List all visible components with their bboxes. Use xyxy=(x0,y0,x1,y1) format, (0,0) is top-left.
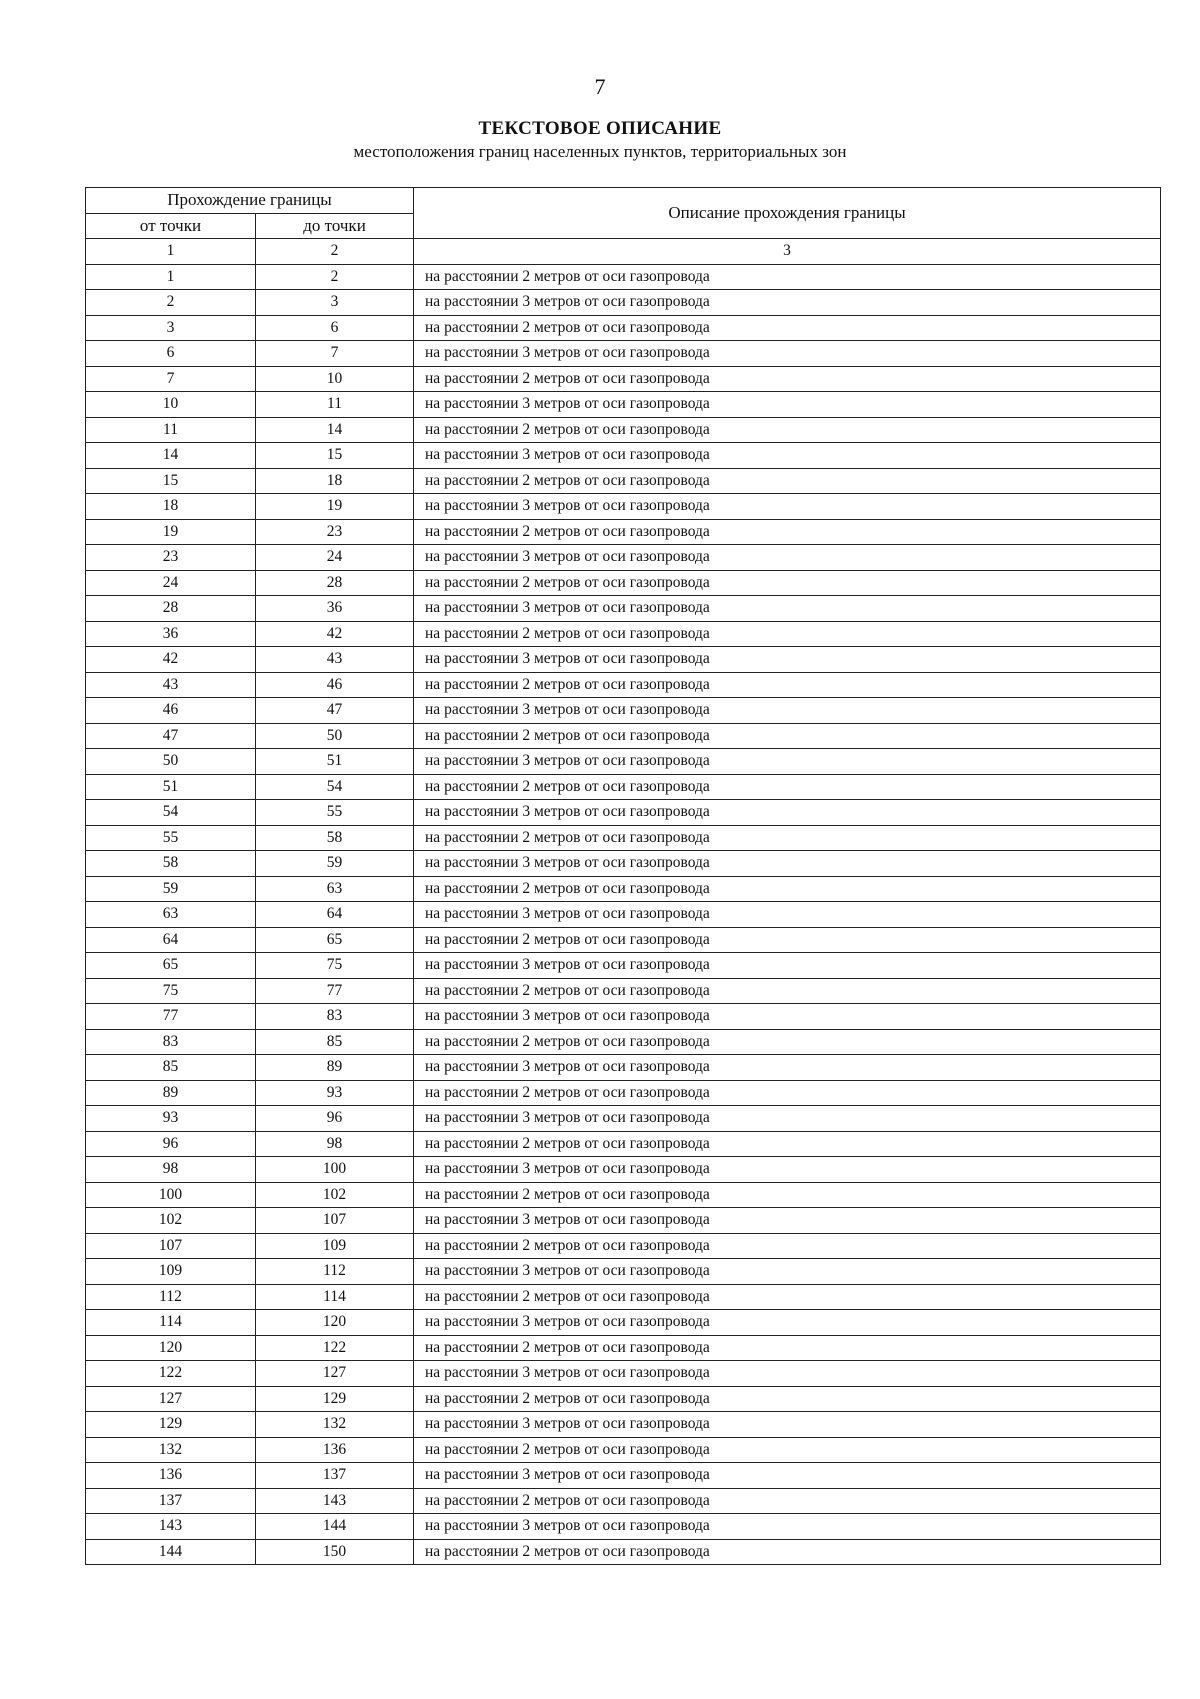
table-row xyxy=(86,596,1161,622)
from-point-cell: 47 xyxy=(86,723,256,749)
from-point-cell: 55 xyxy=(86,825,256,851)
description-cell: на расстоянии 2 метров от оси газопровода xyxy=(414,417,1161,443)
to-point-cell: 59 xyxy=(256,851,414,877)
from-point-cell: 63 xyxy=(86,902,256,928)
to-point-cell: 2 xyxy=(256,264,414,290)
to-point-cell: 143 xyxy=(256,1488,414,1514)
document-title: ТЕКСТОВОЕ ОПИСАНИЕ xyxy=(478,118,722,139)
table-row xyxy=(86,315,1161,341)
table-row xyxy=(86,468,1161,494)
table-row xyxy=(86,953,1161,979)
column-number: 1 xyxy=(86,239,256,265)
description-cell: на расстоянии 3 метров от оси газопровода xyxy=(414,1361,1161,1387)
from-point-cell: 6 xyxy=(86,341,256,367)
from-point-cell: 132 xyxy=(86,1437,256,1463)
to-point-cell: 51 xyxy=(256,749,414,775)
from-point-cell: 136 xyxy=(86,1463,256,1489)
to-point-cell: 132 xyxy=(256,1412,414,1438)
description-cell: на расстоянии 3 метров от оси газопровода xyxy=(414,749,1161,775)
to-point-cell: 96 xyxy=(256,1106,414,1132)
to-point-cell: 136 xyxy=(256,1437,414,1463)
header-description: Описание прохождения границы xyxy=(414,188,1161,239)
table-row xyxy=(86,1055,1161,1081)
to-point-cell: 100 xyxy=(256,1157,414,1183)
to-point-cell: 10 xyxy=(256,366,414,392)
from-point-cell: 58 xyxy=(86,851,256,877)
table-row xyxy=(86,545,1161,571)
from-point-cell: 43 xyxy=(86,672,256,698)
to-point-cell: 102 xyxy=(256,1182,414,1208)
from-point-cell: 2 xyxy=(86,290,256,316)
document-subtitle: местоположения границ населенных пунктов, территориальных зон xyxy=(353,142,847,161)
from-point-cell: 98 xyxy=(86,1157,256,1183)
description-cell: на расстоянии 2 метров от оси газопровода xyxy=(414,774,1161,800)
from-point-cell: 7 xyxy=(86,366,256,392)
from-point-cell: 129 xyxy=(86,1412,256,1438)
description-cell: на расстоянии 2 метров от оси газопровода xyxy=(414,876,1161,902)
description-cell: на расстоянии 2 метров от оси газопровода xyxy=(414,1539,1161,1565)
description-cell: на расстоянии 2 метров от оси газопровода xyxy=(414,1284,1161,1310)
table-row xyxy=(86,264,1161,290)
description-cell: на расстоянии 3 метров от оси газопровода xyxy=(414,1310,1161,1336)
to-point-cell: 112 xyxy=(256,1259,414,1285)
from-point-cell: 122 xyxy=(86,1361,256,1387)
from-point-cell: 100 xyxy=(86,1182,256,1208)
table-row xyxy=(86,698,1161,724)
page-number: 7 xyxy=(594,74,606,99)
to-point-cell: 109 xyxy=(256,1233,414,1259)
from-point-cell: 107 xyxy=(86,1233,256,1259)
table-row xyxy=(86,366,1161,392)
description-cell: на расстоянии 2 метров от оси газопровода xyxy=(414,1029,1161,1055)
from-point-cell: 59 xyxy=(86,876,256,902)
table-row xyxy=(86,825,1161,851)
header-from-point: от точки xyxy=(86,213,256,239)
from-point-cell: 114 xyxy=(86,1310,256,1336)
table-row xyxy=(86,1284,1161,1310)
description-cell: на расстоянии 2 метров от оси газопровода xyxy=(414,1080,1161,1106)
from-point-cell: 137 xyxy=(86,1488,256,1514)
from-point-cell: 24 xyxy=(86,570,256,596)
from-point-cell: 109 xyxy=(86,1259,256,1285)
table-body xyxy=(86,264,1161,1565)
description-cell: на расстоянии 3 метров от оси газопровода xyxy=(414,800,1161,826)
to-point-cell: 28 xyxy=(256,570,414,596)
column-number: 3 xyxy=(414,239,1161,265)
table-row xyxy=(86,443,1161,469)
from-point-cell: 23 xyxy=(86,545,256,571)
to-point-cell: 50 xyxy=(256,723,414,749)
description-cell: на расстоянии 3 метров от оси газопровода xyxy=(414,1004,1161,1030)
description-cell: на расстоянии 2 метров от оси газопровода xyxy=(414,1386,1161,1412)
to-point-cell: 75 xyxy=(256,953,414,979)
from-point-cell: 15 xyxy=(86,468,256,494)
table-row xyxy=(86,417,1161,443)
from-point-cell: 93 xyxy=(86,1106,256,1132)
table-row xyxy=(86,723,1161,749)
from-point-cell: 42 xyxy=(86,647,256,673)
to-point-cell: 63 xyxy=(256,876,414,902)
to-point-cell: 150 xyxy=(256,1539,414,1565)
description-cell: на расстоянии 3 метров от оси газопровода xyxy=(414,851,1161,877)
description-cell: на расстоянии 3 метров от оси газопровода xyxy=(414,392,1161,418)
to-point-cell: 58 xyxy=(256,825,414,851)
description-cell: на расстоянии 3 метров от оси газопровода xyxy=(414,341,1161,367)
description-cell: на расстоянии 3 метров от оси газопровода xyxy=(414,1463,1161,1489)
description-cell: на расстоянии 2 метров от оси газопровода xyxy=(414,672,1161,698)
to-point-cell: 144 xyxy=(256,1514,414,1540)
from-point-cell: 83 xyxy=(86,1029,256,1055)
table-row xyxy=(86,1208,1161,1234)
description-cell: на расстоянии 2 метров от оси газопровода xyxy=(414,519,1161,545)
table-row xyxy=(86,902,1161,928)
table-row xyxy=(86,1463,1161,1489)
description-cell: на расстоянии 2 метров от оси газопровода xyxy=(414,366,1161,392)
description-cell: на расстоянии 3 метров от оси газопровода xyxy=(414,1259,1161,1285)
description-cell: на расстоянии 3 метров от оси газопровода xyxy=(414,290,1161,316)
table-row xyxy=(86,1157,1161,1183)
from-point-cell: 28 xyxy=(86,596,256,622)
table-row xyxy=(86,1080,1161,1106)
from-point-cell: 102 xyxy=(86,1208,256,1234)
table-row xyxy=(86,1004,1161,1030)
from-point-cell: 1 xyxy=(86,264,256,290)
description-cell: на расстоянии 3 метров от оси газопровода xyxy=(414,545,1161,571)
description-cell: на расстоянии 2 метров от оси газопровода xyxy=(414,927,1161,953)
table-row xyxy=(86,1029,1161,1055)
table-row xyxy=(86,1335,1161,1361)
to-point-cell: 6 xyxy=(256,315,414,341)
table-row xyxy=(86,1437,1161,1463)
description-cell: на расстоянии 3 метров от оси газопровода xyxy=(414,1514,1161,1540)
table-row xyxy=(86,621,1161,647)
description-cell: на расстоянии 2 метров от оси газопровода xyxy=(414,621,1161,647)
to-point-cell: 18 xyxy=(256,468,414,494)
to-point-cell: 23 xyxy=(256,519,414,545)
from-point-cell: 19 xyxy=(86,519,256,545)
description-cell: на расстоянии 3 метров от оси газопровода xyxy=(414,443,1161,469)
from-point-cell: 127 xyxy=(86,1386,256,1412)
from-point-cell: 51 xyxy=(86,774,256,800)
to-point-cell: 83 xyxy=(256,1004,414,1030)
from-point-cell: 144 xyxy=(86,1539,256,1565)
from-point-cell: 85 xyxy=(86,1055,256,1081)
from-point-cell: 143 xyxy=(86,1514,256,1540)
from-point-cell: 46 xyxy=(86,698,256,724)
table-row xyxy=(86,1310,1161,1336)
description-cell: на расстоянии 2 метров от оси газопровода xyxy=(414,825,1161,851)
table-row xyxy=(86,341,1161,367)
to-point-cell: 47 xyxy=(256,698,414,724)
to-point-cell: 120 xyxy=(256,1310,414,1336)
boundary-description-table xyxy=(85,187,1161,1565)
description-cell: на расстоянии 3 метров от оси газопровода xyxy=(414,1157,1161,1183)
from-point-cell: 89 xyxy=(86,1080,256,1106)
table-row xyxy=(86,1361,1161,1387)
column-number: 2 xyxy=(256,239,414,265)
description-cell: на расстоянии 2 метров от оси газопровода xyxy=(414,1182,1161,1208)
table-row xyxy=(86,290,1161,316)
table-row xyxy=(86,1539,1161,1565)
to-point-cell: 93 xyxy=(256,1080,414,1106)
from-point-cell: 96 xyxy=(86,1131,256,1157)
table-row xyxy=(86,1233,1161,1259)
description-cell: на расстоянии 3 метров от оси газопровода xyxy=(414,1412,1161,1438)
header-boundary-passage: Прохождение границы xyxy=(86,188,414,214)
to-point-cell: 3 xyxy=(256,290,414,316)
from-point-cell: 11 xyxy=(86,417,256,443)
to-point-cell: 15 xyxy=(256,443,414,469)
to-point-cell: 64 xyxy=(256,902,414,928)
table-row xyxy=(86,570,1161,596)
table-row xyxy=(86,1514,1161,1540)
description-cell: на расстоянии 2 метров от оси газопровода xyxy=(414,1335,1161,1361)
from-point-cell: 54 xyxy=(86,800,256,826)
description-cell: на расстоянии 3 метров от оси газопровода xyxy=(414,902,1161,928)
to-point-cell: 89 xyxy=(256,1055,414,1081)
from-point-cell: 112 xyxy=(86,1284,256,1310)
description-cell: на расстоянии 3 метров от оси газопровода xyxy=(414,494,1161,520)
table-row xyxy=(86,800,1161,826)
table-row xyxy=(86,1259,1161,1285)
to-point-cell: 36 xyxy=(256,596,414,622)
table-row xyxy=(86,1412,1161,1438)
to-point-cell: 98 xyxy=(256,1131,414,1157)
table-row xyxy=(86,672,1161,698)
to-point-cell: 19 xyxy=(256,494,414,520)
table-row xyxy=(86,1182,1161,1208)
from-point-cell: 64 xyxy=(86,927,256,953)
to-point-cell: 24 xyxy=(256,545,414,571)
to-point-cell: 122 xyxy=(256,1335,414,1361)
description-cell: на расстоянии 3 метров от оси газопровода xyxy=(414,647,1161,673)
from-point-cell: 18 xyxy=(86,494,256,520)
table-row xyxy=(86,876,1161,902)
description-cell: на расстоянии 2 метров от оси газопровода xyxy=(414,1131,1161,1157)
description-cell: на расстоянии 2 метров от оси газопровода xyxy=(414,723,1161,749)
to-point-cell: 11 xyxy=(256,392,414,418)
table-row xyxy=(86,927,1161,953)
table-row xyxy=(86,851,1161,877)
to-point-cell: 85 xyxy=(256,1029,414,1055)
description-cell: на расстоянии 3 метров от оси газопровода xyxy=(414,953,1161,979)
from-point-cell: 120 xyxy=(86,1335,256,1361)
to-point-cell: 43 xyxy=(256,647,414,673)
description-cell: на расстоянии 3 метров от оси газопровода xyxy=(414,1106,1161,1132)
to-point-cell: 55 xyxy=(256,800,414,826)
description-cell: на расстоянии 2 метров от оси газопровода xyxy=(414,1233,1161,1259)
column-number-row xyxy=(86,239,1161,265)
header-to-point: до точки xyxy=(256,213,414,239)
description-cell: на расстоянии 2 метров от оси газопровода xyxy=(414,468,1161,494)
to-point-cell: 107 xyxy=(256,1208,414,1234)
from-point-cell: 14 xyxy=(86,443,256,469)
to-point-cell: 114 xyxy=(256,1284,414,1310)
table-row xyxy=(86,647,1161,673)
from-point-cell: 65 xyxy=(86,953,256,979)
description-cell: на расстоянии 2 метров от оси газопровода xyxy=(414,264,1161,290)
description-cell: на расстоянии 2 метров от оси газопровода xyxy=(414,570,1161,596)
description-cell: на расстоянии 2 метров от оси газопровода xyxy=(414,978,1161,1004)
description-cell: на расстоянии 2 метров от оси газопровода xyxy=(414,315,1161,341)
to-point-cell: 46 xyxy=(256,672,414,698)
from-point-cell: 3 xyxy=(86,315,256,341)
from-point-cell: 36 xyxy=(86,621,256,647)
description-cell: на расстоянии 3 метров от оси газопровода xyxy=(414,698,1161,724)
to-point-cell: 42 xyxy=(256,621,414,647)
table-row xyxy=(86,1131,1161,1157)
from-point-cell: 77 xyxy=(86,1004,256,1030)
table-row xyxy=(86,1386,1161,1412)
from-point-cell: 10 xyxy=(86,392,256,418)
from-point-cell: 50 xyxy=(86,749,256,775)
to-point-cell: 65 xyxy=(256,927,414,953)
description-cell: на расстоянии 3 метров от оси газопровода xyxy=(414,1055,1161,1081)
table-row xyxy=(86,978,1161,1004)
to-point-cell: 137 xyxy=(256,1463,414,1489)
table-row xyxy=(86,494,1161,520)
table-row xyxy=(86,1106,1161,1132)
table-row xyxy=(86,1488,1161,1514)
table-row xyxy=(86,392,1161,418)
description-cell: на расстоянии 2 метров от оси газопровода xyxy=(414,1437,1161,1463)
from-point-cell: 75 xyxy=(86,978,256,1004)
table-row xyxy=(86,774,1161,800)
to-point-cell: 54 xyxy=(256,774,414,800)
table-row xyxy=(86,519,1161,545)
table-row xyxy=(86,749,1161,775)
to-point-cell: 77 xyxy=(256,978,414,1004)
description-cell: на расстоянии 3 метров от оси газопровода xyxy=(414,1208,1161,1234)
description-cell: на расстоянии 3 метров от оси газопровода xyxy=(414,596,1161,622)
to-point-cell: 129 xyxy=(256,1386,414,1412)
to-point-cell: 7 xyxy=(256,341,414,367)
description-cell: на расстоянии 2 метров от оси газопровода xyxy=(414,1488,1161,1514)
to-point-cell: 14 xyxy=(256,417,414,443)
to-point-cell: 127 xyxy=(256,1361,414,1387)
